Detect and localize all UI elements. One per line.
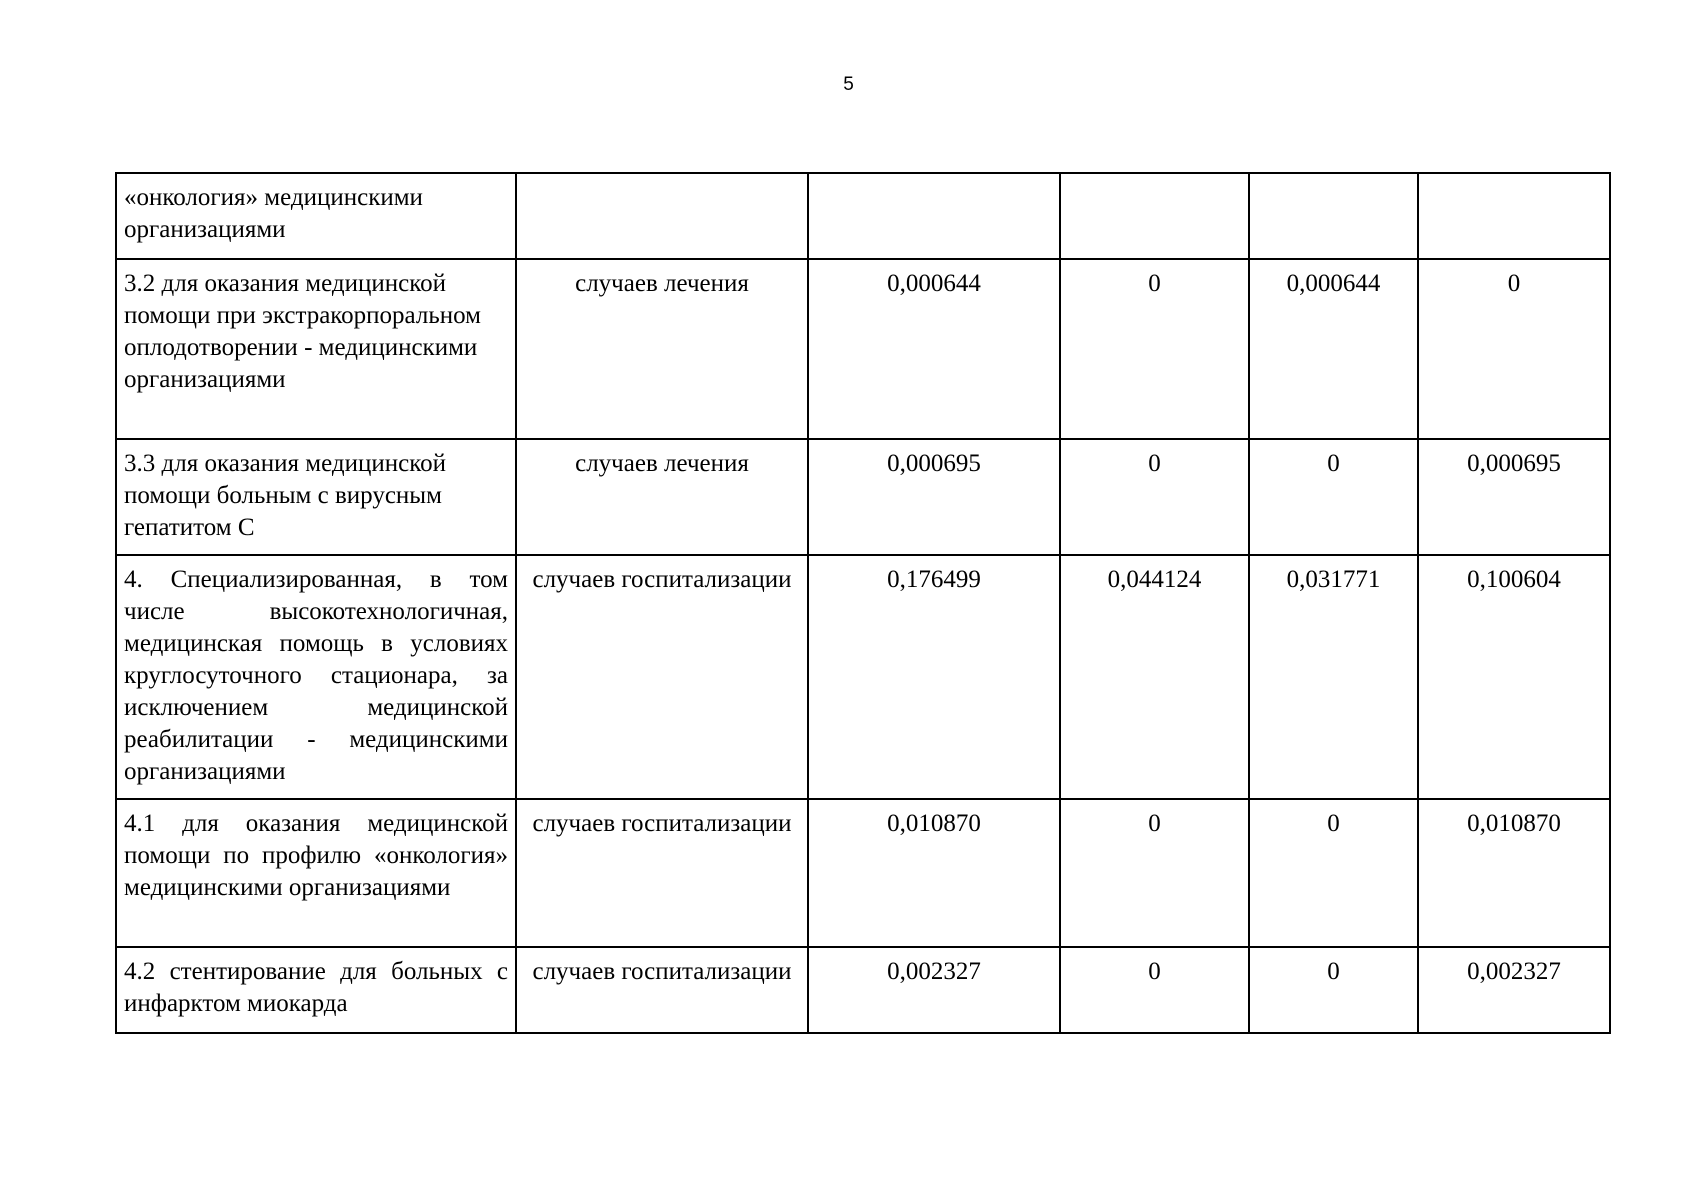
row-unit-cell: случаев госпитализации: [516, 799, 808, 947]
row-name-cell: 3.3 для оказания медицинской помощи больным с вирусным гепатитом С: [116, 439, 516, 555]
row-col4-cell: 0: [1249, 947, 1418, 1033]
row-col4-cell: 0,000644: [1249, 259, 1418, 439]
row-col3-cell: 0: [1060, 799, 1249, 947]
row-col4-cell: 0: [1249, 439, 1418, 555]
row-unit-cell: [516, 173, 808, 259]
row-name-cell: 4.2 стентирование для больных с инфарктом миокарда: [116, 947, 516, 1033]
row-col5-cell: 0,010870: [1418, 799, 1610, 947]
row-col3-cell: [1060, 173, 1249, 259]
row-name-cell: «онкология» медицинскими организациями: [116, 173, 516, 259]
row-unit-cell: случаев госпитализации: [516, 947, 808, 1033]
row-col3-cell: 0,044124: [1060, 555, 1249, 799]
row-total-cell: 0,000644: [808, 259, 1060, 439]
row-total-cell: 0,176499: [808, 555, 1060, 799]
row-unit-cell: случаев лечения: [516, 259, 808, 439]
row-name-cell: 3.2 для оказания медицинской помощи при экстракорпоральном оплодотворении - медицинскими организациями: [116, 259, 516, 439]
table-row: [116, 173, 1610, 259]
row-col4-cell: [1249, 173, 1418, 259]
row-total-cell: 0,010870: [808, 799, 1060, 947]
table-row: [116, 259, 1610, 439]
row-total-cell: 0,000695: [808, 439, 1060, 555]
row-unit-cell: случаев лечения: [516, 439, 808, 555]
row-col3-cell: 0: [1060, 259, 1249, 439]
data-table: [115, 172, 1611, 1034]
table-row: [116, 439, 1610, 555]
row-col3-cell: 0: [1060, 947, 1249, 1033]
table-row: [116, 555, 1610, 799]
row-unit-cell: случаев госпитализации: [516, 555, 808, 799]
row-col4-cell: 0,031771: [1249, 555, 1418, 799]
row-col5-cell: 0: [1418, 259, 1610, 439]
row-col3-cell: 0: [1060, 439, 1249, 555]
row-col5-cell: 0,100604: [1418, 555, 1610, 799]
row-col5-cell: 0,002327: [1418, 947, 1610, 1033]
row-col5-cell: [1418, 173, 1610, 259]
row-name-cell: 4. Специализированная, в том числе высокотехнологичная, медицинская помощь в условиях круглосуточного стационара, за исключением медицинской реабилитации - медицинскими организациями: [116, 555, 516, 799]
table-row: [116, 799, 1610, 947]
row-total-cell: 0,002327: [808, 947, 1060, 1033]
table-row: [116, 947, 1610, 1033]
row-col4-cell: 0: [1249, 799, 1418, 947]
row-col5-cell: 0,000695: [1418, 439, 1610, 555]
row-total-cell: [808, 173, 1060, 259]
row-name-cell: 4.1 для оказания медицинской помощи по профилю «онкология» медицинскими организациями: [116, 799, 516, 947]
page-number: 5: [843, 74, 854, 95]
